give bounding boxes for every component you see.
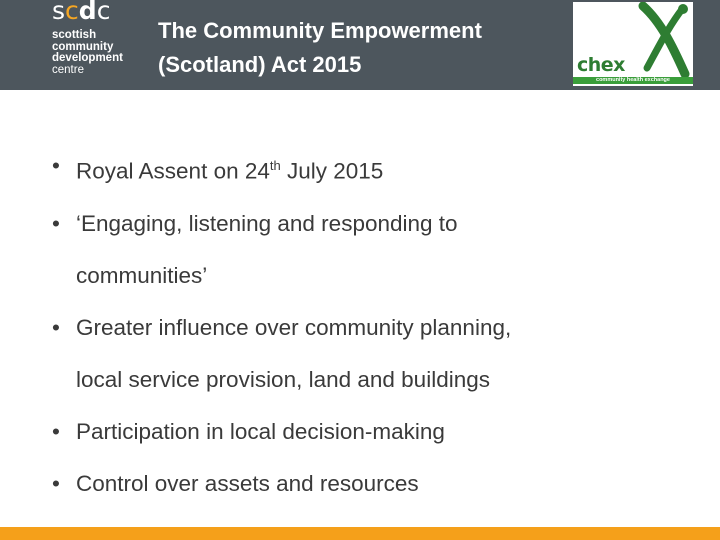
bullet-item <box>52 406 692 458</box>
scdc-logo <box>52 0 152 88</box>
accent-bar <box>0 527 720 540</box>
title-line-1: The Community Empowerment <box>158 18 482 43</box>
bullet-dot: • <box>52 210 60 236</box>
bullet-text: Greater influence over community planning, <box>76 314 512 340</box>
bullet-list <box>52 140 692 510</box>
bullet-item <box>52 302 692 406</box>
bullet-dot: • <box>52 153 60 178</box>
bullet-dot: • <box>52 418 60 444</box>
scdc-wordmark: scdc <box>52 0 111 25</box>
bullet-text: Control over assets and resources <box>76 470 419 496</box>
bullet-dot: • <box>52 314 60 340</box>
bullet-dot: • <box>52 470 60 496</box>
scdc-name: scottish community development centre <box>52 29 123 76</box>
slide-header <box>0 0 720 90</box>
chex-logo <box>573 2 693 86</box>
chex-tagline: community health exchange <box>573 77 693 84</box>
bullet-text: ‘Engaging, listening and responding to <box>76 210 458 236</box>
bullet-text: Participation in local decision-making <box>76 418 445 444</box>
bullet-text: Royal Assent on 24th July 2015 <box>76 158 384 184</box>
bullet-item <box>52 140 692 198</box>
bullet-item <box>52 458 692 510</box>
chex-wordmark: chex <box>577 54 625 76</box>
bullet-text: local service provision, land and buildings <box>76 366 490 392</box>
title-line-2: (Scotland) Act 2015 <box>158 52 362 77</box>
bullet-text: communities’ <box>76 262 208 288</box>
bullet-item <box>52 198 692 302</box>
slide-title <box>158 14 578 82</box>
